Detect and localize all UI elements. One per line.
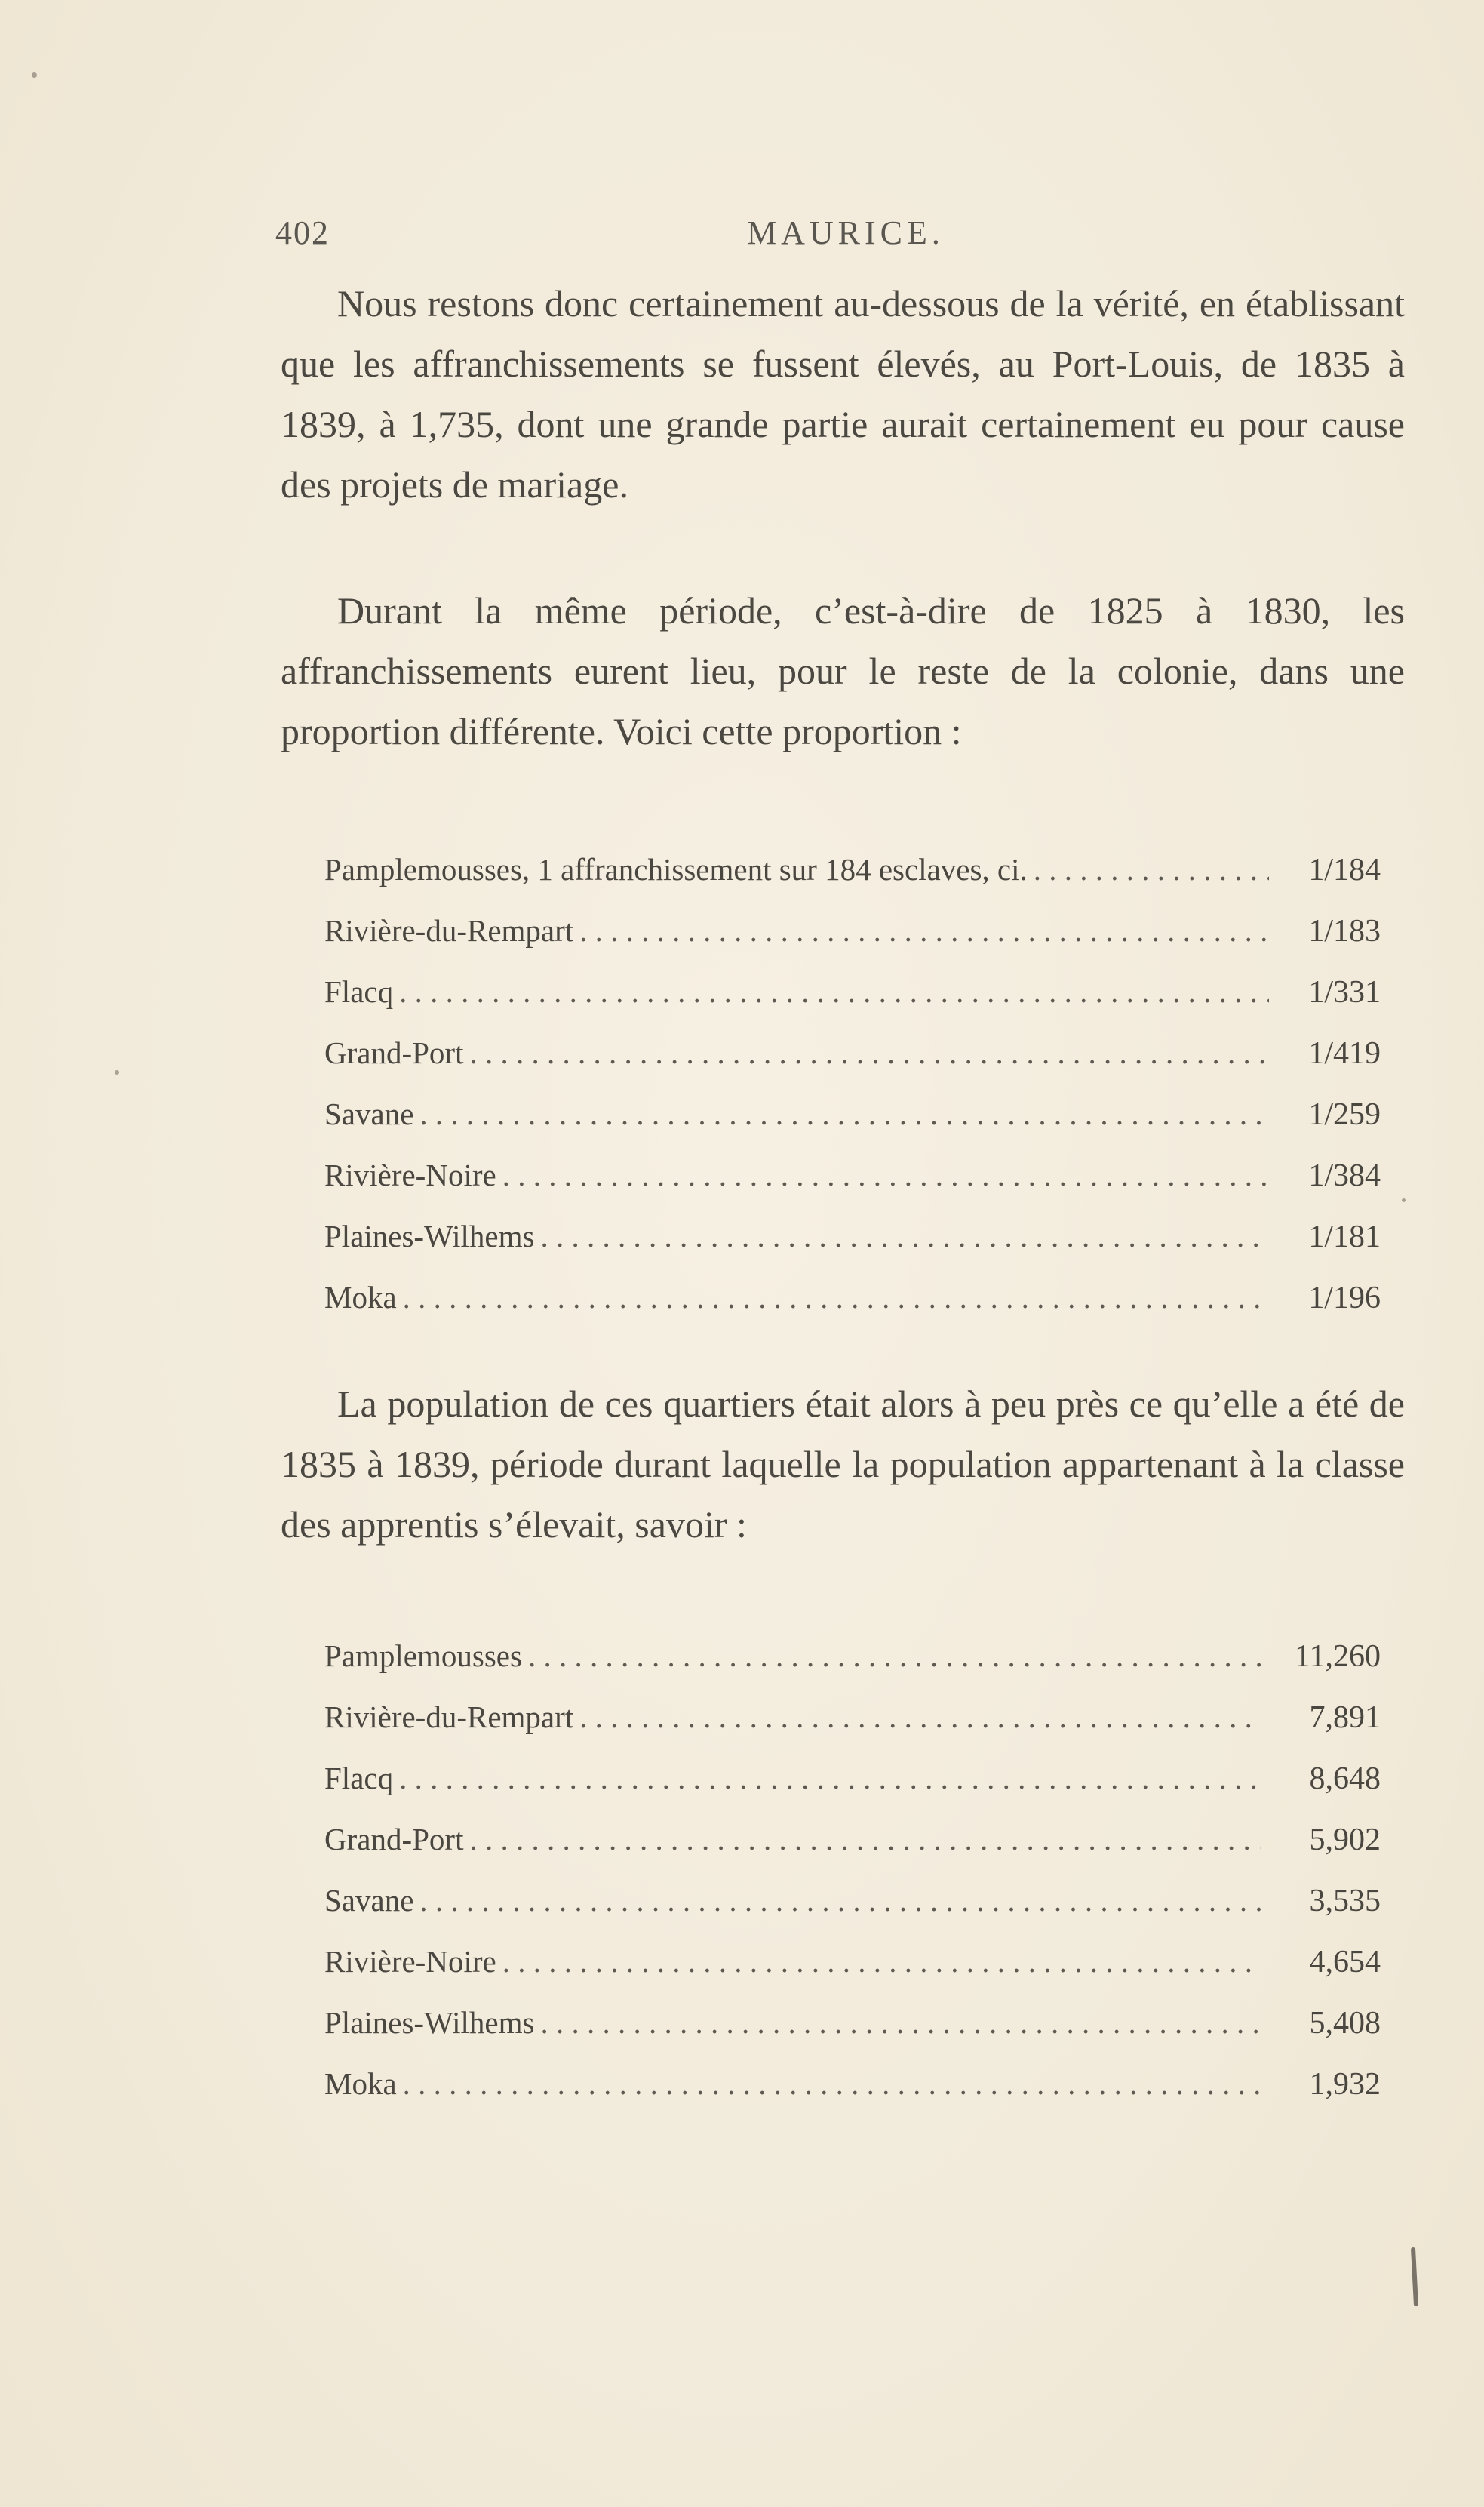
row-label: Rivière-Noire: [324, 1944, 496, 1979]
dot-leader: [403, 2066, 1261, 2102]
row-value: 1,932: [1309, 2067, 1381, 2102]
paper-speck: [32, 72, 37, 78]
table-row: [324, 1699, 1381, 1760]
dot-leader: [579, 912, 1269, 949]
dot-leader: [540, 1218, 1269, 1254]
population-table: [324, 1638, 1381, 2127]
table-row: [324, 1218, 1381, 1279]
dot-leader: [399, 974, 1269, 1010]
row-value: 1/196: [1308, 1281, 1381, 1315]
dot-leader: [419, 1096, 1269, 1132]
table-row: [324, 1943, 1381, 2004]
table-row: [324, 851, 1381, 912]
row-label: Savane: [324, 1097, 414, 1131]
dot-leader: [579, 1699, 1261, 1735]
row-label: Plaines-Wilhems: [324, 1219, 535, 1254]
dot-leader: [1034, 851, 1269, 887]
row-value: 7,891: [1309, 1700, 1381, 1735]
page-number: 402: [275, 214, 330, 251]
paper-speck: [1402, 1198, 1406, 1202]
row-value: 1/184: [1308, 853, 1381, 887]
row-label: Flacq: [324, 974, 394, 1009]
row-label: Moka: [324, 2066, 397, 2101]
table-row: [324, 912, 1381, 974]
row-label: Moka: [324, 1280, 397, 1315]
row-value: 5,902: [1309, 1823, 1381, 1857]
table-row: [324, 1760, 1381, 1821]
row-label: Grand-Port: [324, 1035, 464, 1070]
row-value: 1/259: [1308, 1097, 1381, 1132]
row-value: 1/183: [1308, 914, 1381, 949]
row-value: 4,654: [1309, 1945, 1381, 1979]
table-row: [324, 1157, 1381, 1218]
table-row: [324, 1882, 1381, 1943]
row-value: 8,648: [1309, 1761, 1381, 1796]
dot-leader: [419, 1882, 1261, 1918]
paper-speck: [115, 1070, 119, 1075]
dot-leader: [469, 1821, 1261, 1857]
running-title: MAURICE.: [747, 214, 945, 251]
paragraph-proportion-intro: Durant la même période, c’est-à-dire de 1825 à 1830, les affranchissements eurent lieu, pour le reste de la colonie, dans une proportion différente. Voici cette proportion :: [281, 589, 1405, 752]
table-row: [324, 1035, 1381, 1096]
row-label: Pamplemousses: [324, 1638, 522, 1673]
dot-leader: [469, 1035, 1269, 1071]
table-row: [324, 974, 1381, 1035]
row-label: Savane: [324, 1883, 414, 1918]
row-label: Rivière-Noire: [324, 1158, 496, 1192]
margin-ink-mark: [1411, 2247, 1418, 2306]
row-label: Rivière-du-Rempart: [324, 913, 574, 948]
row-label: Grand-Port: [324, 1822, 464, 1856]
row-label: Pamplemousses, 1 affranchissement sur 184 esclaves, ci.: [324, 852, 1028, 887]
table-row: [324, 1821, 1381, 1882]
table-row: [324, 1279, 1381, 1340]
row-value: 1/419: [1308, 1036, 1381, 1071]
table-row: [324, 2066, 1381, 2127]
row-value: 3,535: [1309, 1884, 1381, 1918]
table-row: [324, 1638, 1381, 1699]
row-label: Rivière-du-Rempart: [324, 1700, 574, 1734]
dot-leader: [403, 1279, 1269, 1315]
dot-leader: [399, 1760, 1261, 1796]
dot-leader: [540, 2004, 1261, 2041]
dot-leader: [528, 1638, 1261, 1674]
row-label: Flacq: [324, 1761, 394, 1795]
row-value: 1/331: [1308, 975, 1381, 1010]
table-row: [324, 2004, 1381, 2066]
row-value: 11,260: [1295, 1639, 1381, 1674]
paragraph-affranchissements-port-louis: Nous restons donc certainement au-dessous de la vérité, en établissant que les affranchissements se fussent élevés, au Port-Louis, de 1835 à 1839, à 1,735, dont une grande partie aurait certainement eu pour cause des projets de mariage.: [281, 282, 1405, 506]
row-value: 5,408: [1309, 2006, 1381, 2041]
paragraph-population-intro: La population de ces quartiers était alors à peu près ce qu’elle a été de 1835 à 1839, période durant laquelle la population appartenant à la classe des apprentis s’élevait, savoir :: [281, 1383, 1405, 1546]
dot-leader: [502, 1943, 1261, 1979]
row-label: Plaines-Wilhems: [324, 2005, 535, 2040]
row-value: 1/384: [1308, 1158, 1381, 1193]
table-row: [324, 1096, 1381, 1157]
running-head: [275, 214, 1400, 259]
proportion-table: [324, 851, 1381, 1340]
dot-leader: [502, 1157, 1269, 1193]
row-value: 1/181: [1308, 1220, 1381, 1254]
